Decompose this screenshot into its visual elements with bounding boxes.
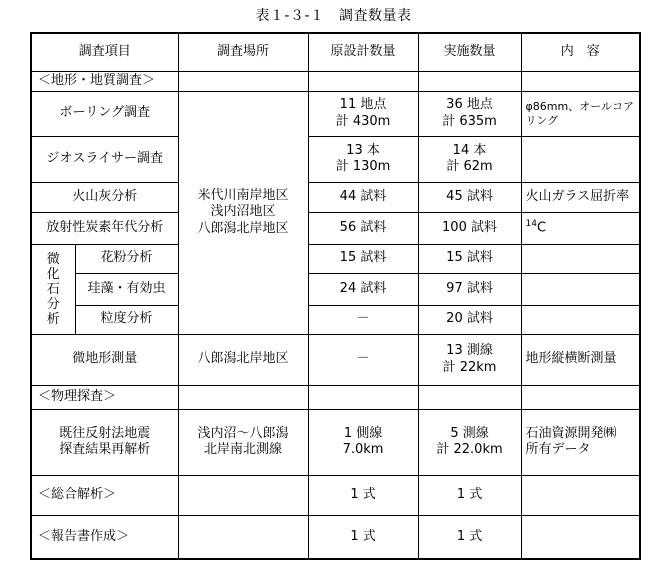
design-c14: 56 試料 (308, 212, 418, 244)
content-boring: φ86mm、オールコアリング (521, 91, 640, 136)
section-phys: ＜物理探査＞ (31, 385, 178, 409)
design-seismic: 1 側線 7.0km (308, 409, 418, 475)
table-row (31, 182, 640, 212)
design-hokoku: 1 式 (308, 515, 418, 559)
actual-pollen: 15 試料 (418, 244, 521, 273)
content-seismic: 石油資源開発㈱ 所有データ (521, 409, 640, 475)
content-geoslicer (521, 136, 640, 182)
item-geoslicer: ジオスライサー調査 (31, 136, 178, 182)
content-c14: $^{14}$C (521, 212, 640, 244)
table-row (31, 305, 640, 334)
item-diatom: 珪藻・有効虫 (75, 273, 178, 305)
table-row (31, 91, 640, 136)
item-boring: ボーリング調査 (31, 91, 178, 136)
header-content: 内 容 (521, 33, 640, 71)
actual-seismic: 5 測線 計 22.0km (418, 409, 521, 475)
actual-ash: 45 試料 (418, 182, 521, 212)
section-row (31, 71, 640, 91)
actual-geoslicer: 14 本 計 62m (418, 136, 521, 182)
table-row (31, 212, 640, 244)
location-shared: 米代川南岸地区 浅内沼地区 八郎潟北岸地区 (178, 91, 308, 334)
table-title: 表１-３-１ 調査数量表 (255, 8, 412, 24)
actual-hokoku: 1 式 (418, 515, 521, 559)
section-hokoku: ＜報告書作成＞ (31, 515, 178, 559)
microfossil-label: 微 化 石 分 析 (31, 244, 75, 334)
design-bitopo: － (308, 334, 418, 385)
header-location: 調査場所 (178, 33, 308, 71)
actual-boring: 36 地点 計 635m (418, 91, 521, 136)
item-c14: 放射性炭素年代分析 (31, 212, 178, 244)
section-row (31, 385, 640, 409)
item-grain: 粒度分析 (75, 305, 178, 334)
content-bitopo: 地形縦横断測量 (521, 334, 640, 385)
item-seismic: 既往反射法地震 探査結果再解析 (31, 409, 178, 475)
item-pollen: 花粉分析 (75, 244, 178, 273)
table-row (31, 244, 640, 273)
design-geoslicer: 13 本 計 130m (308, 136, 418, 182)
actual-grain: 20 試料 (418, 305, 521, 334)
design-grain: － (308, 305, 418, 334)
item-bitopo: 微地形測量 (31, 334, 178, 385)
content-ash: 火山ガラス屈折率 (521, 182, 640, 212)
actual-bitopo: 13 測線 計 22km (418, 334, 521, 385)
location-bitopo: 八郎潟北岸地区 (178, 334, 308, 385)
design-diatom: 24 試料 (308, 273, 418, 305)
design-pollen: 15 試料 (308, 244, 418, 273)
table-row (31, 273, 640, 305)
header-actual-qty: 実施数量 (418, 33, 521, 71)
table-row (31, 409, 640, 475)
actual-diatom: 97 試料 (418, 273, 521, 305)
design-boring: 11 地点 計 430m (308, 91, 418, 136)
header-item: 調査項目 (31, 33, 178, 71)
header-row (31, 33, 640, 71)
section-geo: ＜地形・地質調査＞ (31, 71, 178, 91)
actual-sogo: 1 式 (418, 475, 521, 515)
design-sogo: 1 式 (308, 475, 418, 515)
section-sogo: ＜総合解析＞ (31, 475, 178, 515)
table-row (31, 334, 640, 385)
table-row (31, 515, 640, 559)
item-ash: 火山灰分析 (31, 182, 178, 212)
table-row (31, 136, 640, 182)
actual-c14: 100 試料 (418, 212, 521, 244)
table-row (31, 475, 640, 515)
survey-quantity-table (30, 32, 641, 560)
header-design-qty: 原設計数量 (308, 33, 418, 71)
design-ash: 44 試料 (308, 182, 418, 212)
location-seismic: 浅内沼～八郎潟 北岸南北測線 (178, 409, 308, 475)
